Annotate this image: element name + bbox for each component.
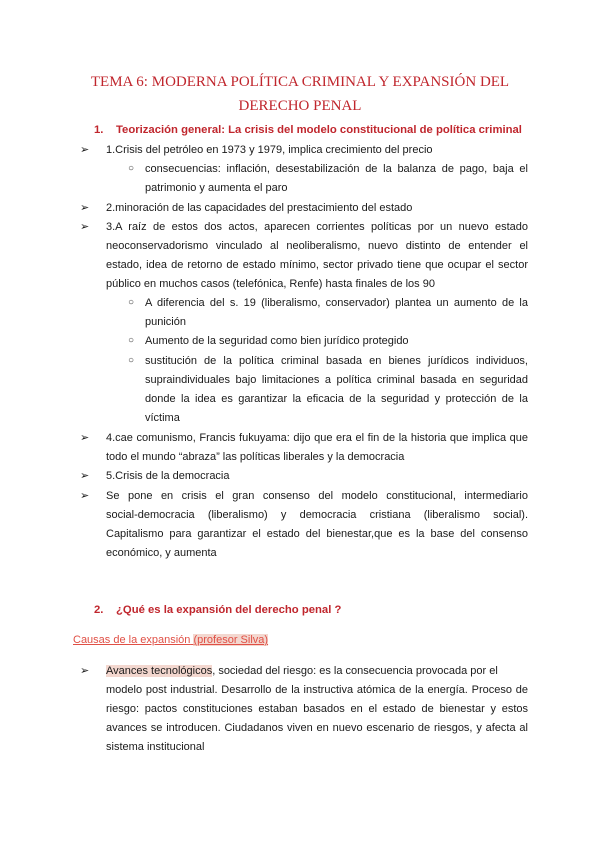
bullet-3-line-1: 3.A raíz de estos dos actos, aparecen corrientes políticas por un nuevo estado <box>106 221 528 233</box>
section-1-title: Teorización general: La crisis del modelo constitucional de política criminal <box>116 124 522 136</box>
bullet-4-line-2: todo el mundo “abraza” las políticas liberales y la democracia <box>106 451 405 463</box>
bullet-6-line-2: social-democracia (liberalismo) y democracia cristiana (liberalismo social). <box>106 509 528 521</box>
bullet-3-sub-3-line-1: sustitución de la política criminal basada en bienes jurídicos individuos, <box>145 355 528 367</box>
section-2-heading <box>94 604 341 616</box>
arrow-bullet-icon: ➢ <box>80 144 90 156</box>
arrow-bullet-icon: ➢ <box>80 470 90 482</box>
arrow-bullet-icon: ➢ <box>80 665 90 677</box>
arrow-bullet-icon: ➢ <box>80 490 90 502</box>
causes-label: Causas de la expansión <box>73 634 191 646</box>
section-2-title: ¿Qué es la expansión del derecho penal ? <box>116 604 342 616</box>
causes-bullet-1-line-4: avances se introducen. Ciudadanos viven en nuevo escenario de riesgos, y afecta al <box>106 722 528 734</box>
title-line-2: DERECHO PENAL <box>238 98 362 114</box>
bullet-3-line-2: neoconservadorismo vinculado al neoliberalismo, nuevo distinto de entender el <box>106 240 528 252</box>
highlighted-term: Avances tecnológicos <box>106 665 213 677</box>
causes-bullet-1-line-1-rest: , sociedad del riesgo: es la consecuencia provocada por el <box>212 665 498 677</box>
title-line-1: TEMA 6: MODERNA POLÍTICA CRIMINAL Y EXPANSIÓN DEL <box>90 74 510 90</box>
circle-bullet-icon: ○ <box>128 355 135 366</box>
bullet-5-text: 5.Crisis de la democracia <box>106 470 230 482</box>
bullet-3-sub-1-line-2: punición <box>145 316 186 328</box>
bullet-6-line-3: Capitalismo para garantizar el estado del bienestar,que es la base del consenso <box>106 528 528 540</box>
causes-bullet-1-line-1 <box>106 662 528 681</box>
bullet-3-sub-3-line-2: supraindividuales bajo limitaciones a política criminal basada en seguridad <box>145 374 528 386</box>
section-1-number: 1. <box>94 124 104 136</box>
bullet-3-sub-2: Aumento de la seguridad como bien jurídico protegido <box>145 335 409 347</box>
circle-bullet-icon: ○ <box>128 163 135 174</box>
bullet-3-sub-3-line-4: víctima <box>145 412 180 424</box>
section-1-heading <box>94 124 522 136</box>
bullet-2-text: 2.minoración de las capacidades del prestacimiento del estado <box>106 202 413 214</box>
bullet-1-text: 1.Crisis del petróleo en 1973 y 1979, implica crecimiento del precio <box>106 144 433 156</box>
bullet-6-line-4: económico, y aumenta <box>106 547 217 559</box>
bullet-6-line-1: Se pone en crisis el gran consenso del modelo constitucional, intermediario <box>106 490 528 502</box>
causes-bullet-1-line-2: modelo post industrial. Desarrollo de la instructiva atómica de la energía. Proceso de <box>106 684 528 696</box>
arrow-bullet-icon: ➢ <box>80 221 90 233</box>
arrow-bullet-icon: ➢ <box>80 432 90 444</box>
causes-subheading <box>73 634 268 646</box>
bullet-4-line-1: 4.cae comunismo, Francis fukuyama: dijo que era el fin de la historia que implica que <box>106 432 528 444</box>
bullet-1-sub-1-line-1: consecuencias: inflación, desestabilización de la balanza de pago, baja el <box>145 163 528 175</box>
bullet-3-sub-1-line-1: A diferencia del s. 19 (liberalismo, conservador) plantea un aumento de la <box>145 297 528 309</box>
causes-label-author: (profesor Silva) <box>193 634 269 646</box>
circle-bullet-icon: ○ <box>128 335 135 346</box>
section-2-number: 2. <box>94 604 104 616</box>
bullet-3-line-3: estado, idea de retorno de estado mínimo, sector privado tiene que ocupar el sector <box>106 259 528 271</box>
causes-bullet-1-line-5: sistema institucional <box>106 741 205 753</box>
causes-bullet-1-line-3: riesgo: pactos constituciones estaban basados en el estado de bienestar y estos <box>106 703 528 715</box>
bullet-3-line-4: público en muchos casos (telefónica, Renfe) hasta finales de los 90 <box>106 278 435 290</box>
circle-bullet-icon: ○ <box>128 297 135 308</box>
bullet-3-sub-3-line-3: donde la idea es garantizar la eficacia de la seguridad y protección de la <box>145 393 528 405</box>
document-title <box>60 70 540 118</box>
arrow-bullet-icon: ➢ <box>80 202 90 214</box>
bullet-1-sub-1-line-2: patrimonio y aumenta el paro <box>145 182 288 194</box>
